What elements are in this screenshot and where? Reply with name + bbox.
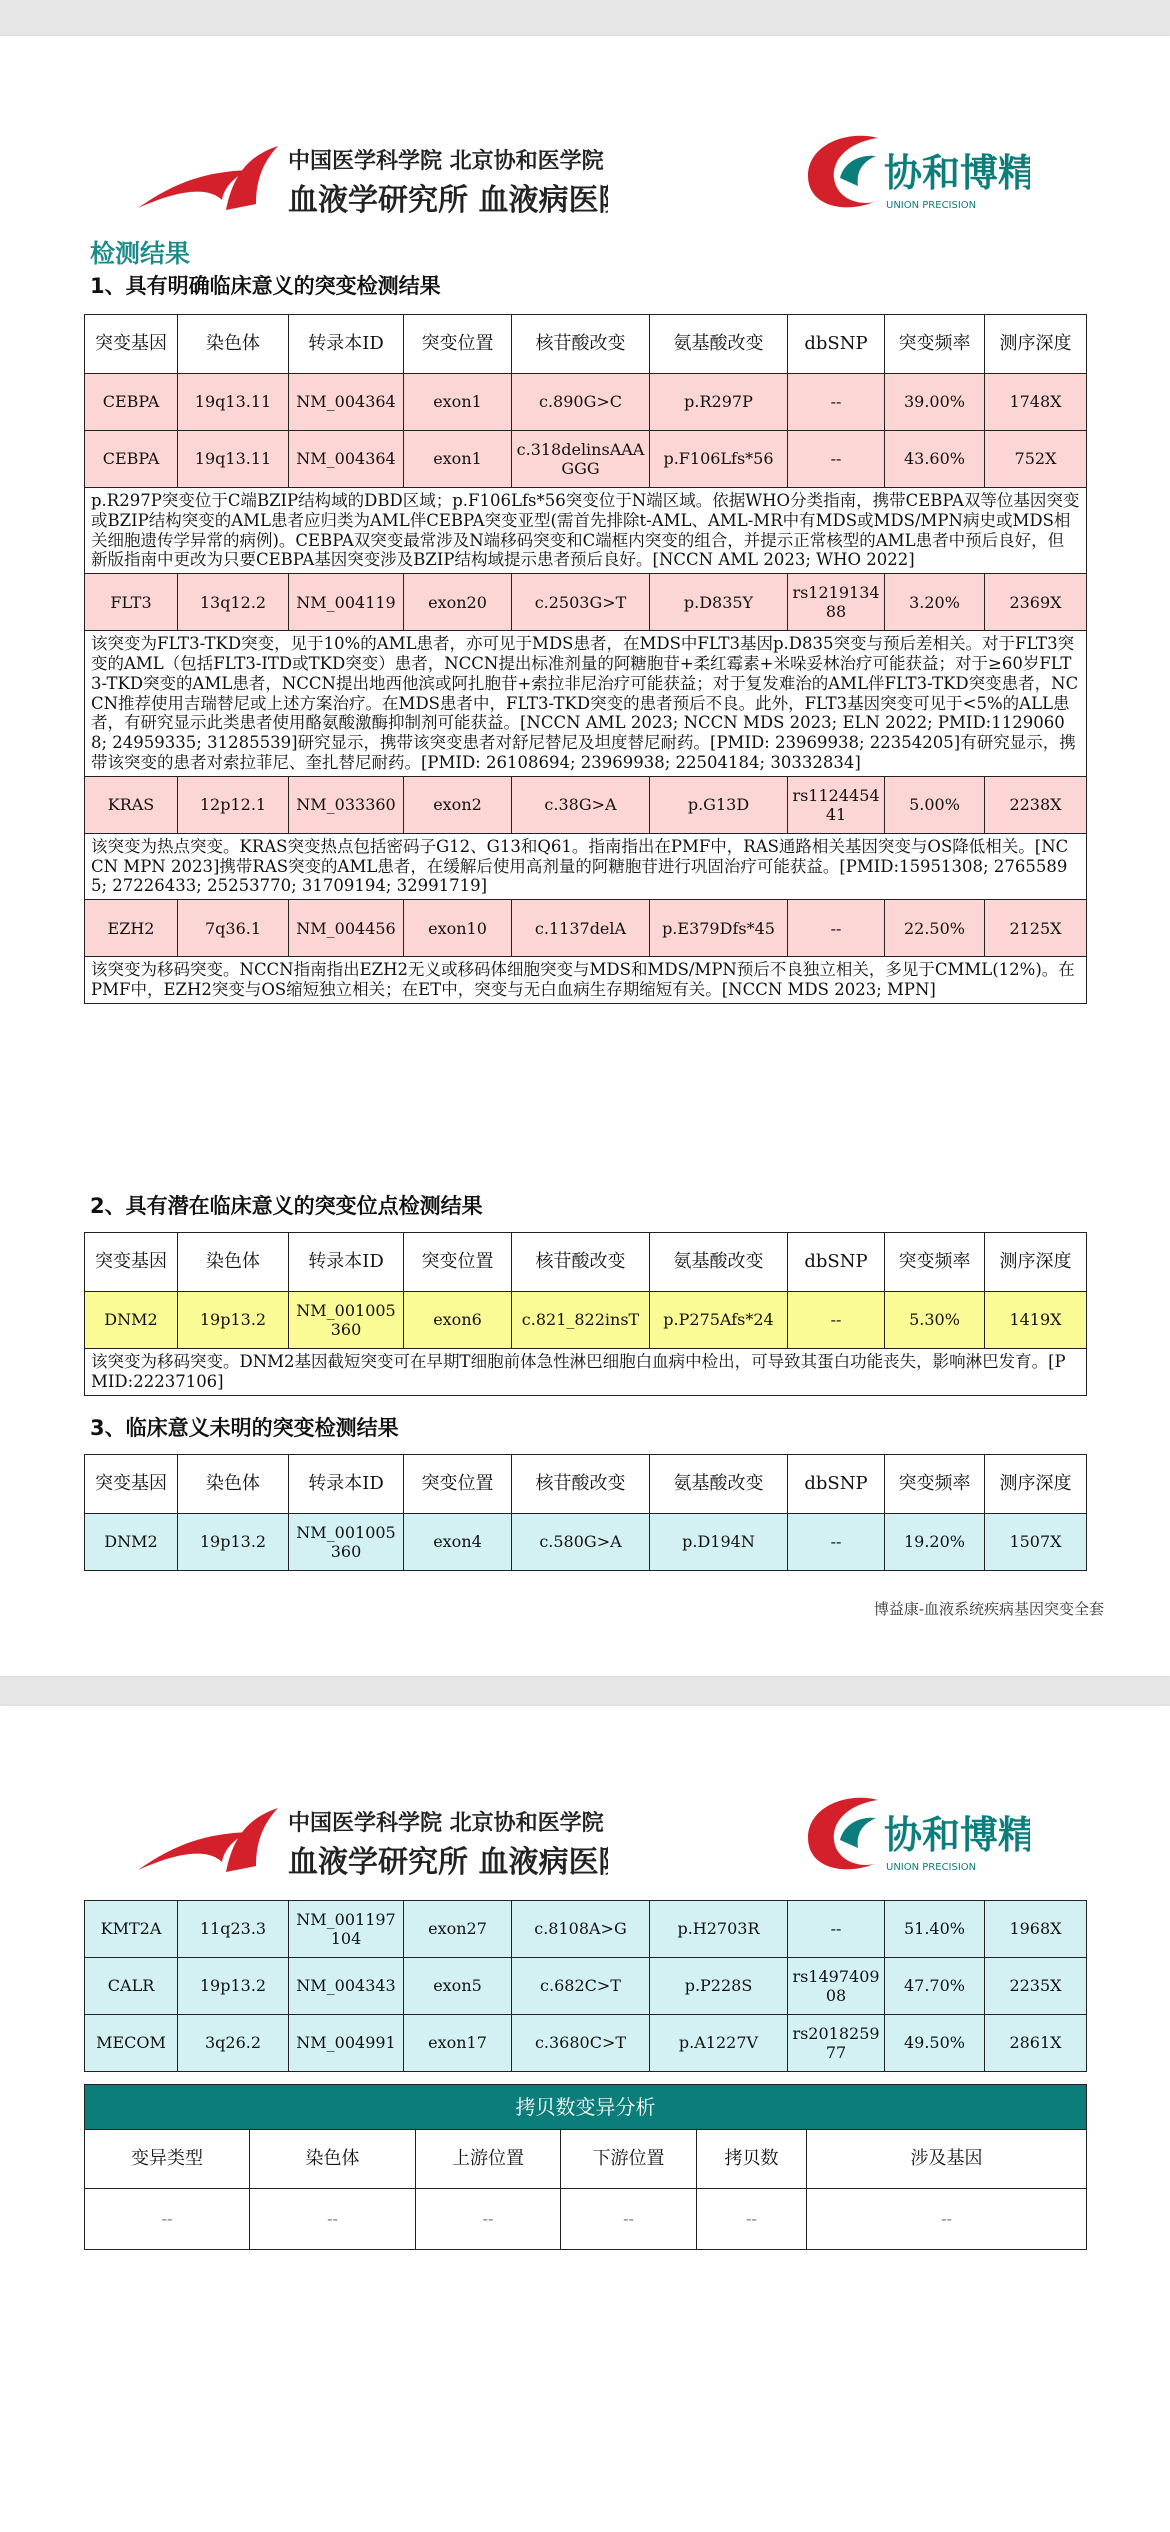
cell-gene: MECOM bbox=[85, 2015, 178, 2072]
cell-nucleotide: c.821_822insT bbox=[512, 1292, 650, 1349]
cell-chrom: 13q12.2 bbox=[178, 574, 289, 631]
table-header-row bbox=[85, 2130, 1087, 2189]
col-nucleotide: 核苷酸改变 bbox=[512, 1455, 650, 1514]
cell-freq: 22.50% bbox=[885, 900, 985, 957]
col-amino: 氨基酸改变 bbox=[650, 1455, 788, 1514]
cell-nucleotide: c.3680C>T bbox=[512, 2015, 650, 2072]
logo-brand-text: 协和博精 bbox=[884, 1812, 1030, 1857]
cell-dbsnp: -- bbox=[788, 1901, 885, 1958]
cell-downstream: -- bbox=[561, 2189, 697, 2250]
col-downstream: 下游位置 bbox=[561, 2130, 697, 2189]
col-dbsnp: dbSNP bbox=[788, 1233, 885, 1292]
cell-dbsnp: rs121913488 bbox=[788, 574, 885, 631]
cell-gene: CEBPA bbox=[85, 374, 178, 431]
col-transcript: 转录本ID bbox=[289, 315, 404, 374]
cell-freq: 39.00% bbox=[885, 374, 985, 431]
cell-depth: 2125X bbox=[985, 900, 1087, 957]
cell-gene: KRAS bbox=[85, 776, 178, 833]
table-row bbox=[85, 574, 1087, 631]
cell-chrom: 19p13.2 bbox=[178, 1514, 289, 1571]
col-nucleotide: 核苷酸改变 bbox=[512, 315, 650, 374]
cell-freq: 5.00% bbox=[885, 776, 985, 833]
cell-location: exon4 bbox=[404, 1514, 512, 1571]
cebpa-note: p.R297P突变位于C端BZIP结构域的DBD区域；p.F106Lfs*56突变位于N端区域。依据WHO分类指南，携带CEBPA双等位基因突变或BZIP结构突变的AML患者应归类为AML伴CEBPA突变亚型(需首先排除t-AML、AML-MR中有MDS或MDS/MPN病史或MDS相关细胞遗传学异常的病例)。CEBPA双突变最常涉及N端移码突变和C端框内突变的组合，并提示正常核型的AML患者中预后良好，但新版指南中更改为只要CEBPA基因突变涉及BZIP结构域提示患者预后良好。[NCCN AML 2023; WHO 2022] bbox=[85, 488, 1087, 574]
institute-swoosh-icon bbox=[138, 120, 608, 230]
cell-dbsnp: -- bbox=[788, 431, 885, 488]
col-gene: 突变基因 bbox=[85, 1233, 178, 1292]
col-chromosome: 染色体 bbox=[250, 2130, 416, 2189]
cell-amino: p.A1227V bbox=[650, 2015, 788, 2072]
cell-transcript: NM_001005360 bbox=[289, 1292, 404, 1349]
cell-location: exon1 bbox=[404, 374, 512, 431]
cell-amino: p.H2703R bbox=[650, 1901, 788, 1958]
logo-line2: 血液学研究所 血液病医院 bbox=[288, 183, 608, 218]
cell-nucleotide: c.1137delA bbox=[512, 900, 650, 957]
cell-amino: p.E379Dfs*45 bbox=[650, 900, 788, 957]
cell-depth: 2861X bbox=[985, 2015, 1087, 2072]
table-header-row bbox=[85, 1233, 1087, 1292]
cell-chrom: 19p13.2 bbox=[178, 1292, 289, 1349]
table-row bbox=[85, 431, 1087, 488]
table-row bbox=[85, 1958, 1087, 2015]
cell-gene: DNM2 bbox=[85, 1292, 178, 1349]
cell-chrom: 19p13.2 bbox=[178, 1958, 289, 2015]
cell-chrom: 11q23.3 bbox=[178, 1901, 289, 1958]
logo-line1: 中国医学科学院 北京协和医学院 bbox=[288, 1810, 604, 1836]
col-nucleotide: 核苷酸改变 bbox=[512, 1233, 650, 1292]
cell-nucleotide: c.318delinsAAAGGG bbox=[512, 431, 650, 488]
cell-location: exon1 bbox=[404, 431, 512, 488]
cell-transcript: NM_004119 bbox=[289, 574, 404, 631]
cnv-title: 拷贝数变异分析 bbox=[85, 2085, 1087, 2130]
cell-amino: p.P228S bbox=[650, 1958, 788, 2015]
col-freq: 突变频率 bbox=[885, 1233, 985, 1292]
col-gene: 突变基因 bbox=[85, 1455, 178, 1514]
col-depth: 测序深度 bbox=[985, 315, 1087, 374]
cell-chromosome: -- bbox=[250, 2189, 416, 2250]
cnv-table bbox=[84, 2084, 1087, 2250]
cell-depth: 1507X bbox=[985, 1514, 1087, 1571]
ezh2-note: 该突变为移码突变。NCCN指南指出EZH2无义或移码体细胞突变与MDS和MDS/MPN预后不良独立相关，多见于CMML(12%)。在PMF中，EZH2突变与OS缩短独立相关；在ET中，突变与无白血病生存期缩短有关。[NCCN MDS 2023; MPN] bbox=[85, 957, 1087, 1004]
cell-depth: 2369X bbox=[985, 574, 1087, 631]
cell-transcript: NM_004343 bbox=[289, 1958, 404, 2015]
cell-dbsnp: -- bbox=[788, 900, 885, 957]
cell-gene: CALR bbox=[85, 1958, 178, 2015]
cell-upstream: -- bbox=[416, 2189, 561, 2250]
cell-amino: p.D194N bbox=[650, 1514, 788, 1571]
note-row bbox=[85, 1349, 1087, 1396]
flt3-note: 该突变为FLT3-TKD突变，见于10%的AML患者，亦可见于MDS患者，在MDS中FLT3基因p.D835突变与预后差相关。对于FLT3突变的AML（包括FLT3-ITD或TKD突变）患者，NCCN提出标准剂量的阿糖胞苷+柔红霉素+米哚妥林治疗可能获益；对于≥60岁FLT3-TKD突变的AML患者，NCCN提出地西他滨或阿扎胞苷+索拉非尼治疗可能获益；对于复发难治的AML伴FLT3-TKD突变患者，NCCN推荐使用吉瑞替尼或上述方案治疗。在MDS患者中，FLT3-TKD突变的患者预后不良。此外，FLT3基因突变可见于<5%的ALL患者，有研究显示此类患者使用酪氨酸激酶抑制剂可能获益。[NCCN AML 2023; NCCN MDS 2023; ELN 2022; PMID:11290608; 24959335; 31285539]研究显示，携带该突变患者对舒尼替尼及坦度替尼耐药。[PMID: 23969938; 22354205]有研究显示，携带该突变的患者对索拉菲尼、奎扎替尼耐药。[PMID: 26108694; 23969938; 22504184; 30332834] bbox=[85, 631, 1087, 777]
cell-freq: 49.50% bbox=[885, 2015, 985, 2072]
table-row bbox=[85, 374, 1087, 431]
col-amino: 氨基酸改变 bbox=[650, 1233, 788, 1292]
col-transcript: 转录本ID bbox=[289, 1455, 404, 1514]
logo-brand-sub: UNION PRECISION bbox=[886, 1862, 977, 1873]
cell-freq: 47.70% bbox=[885, 1958, 985, 2015]
clinical-mutation-table bbox=[84, 314, 1087, 1004]
cell-depth: 2235X bbox=[985, 1958, 1087, 2015]
cell-copy-number: -- bbox=[697, 2189, 807, 2250]
unknown-significance-table bbox=[84, 1454, 1087, 1571]
note-row bbox=[85, 833, 1087, 899]
cell-dbsnp: -- bbox=[788, 1514, 885, 1571]
col-amino: 氨基酸改变 bbox=[650, 315, 788, 374]
cell-chrom: 19q13.11 bbox=[178, 431, 289, 488]
cell-freq: 3.20% bbox=[885, 574, 985, 631]
col-chrom: 染色体 bbox=[178, 315, 289, 374]
cell-location: exon5 bbox=[404, 1958, 512, 2015]
cell-depth: 1419X bbox=[985, 1292, 1087, 1349]
col-location: 突变位置 bbox=[404, 1455, 512, 1514]
kras-note: 该突变为热点突变。KRAS突变热点包括密码子G12、G13和Q61。指南指出在PMF中，RAS通路相关基因突变与OS降低相关。[NCCN MPN 2023]携带RAS突变的AML患者，在缓解后使用高剂量的阿糖胞苷进行巩固治疗可能获益。[PMID:15951308; 27655895; 27226433; 25253770; 31709194; 32991719] bbox=[85, 833, 1087, 899]
section-title: 检测结果 bbox=[90, 239, 191, 268]
col-chrom: 染色体 bbox=[178, 1455, 289, 1514]
col-depth: 测序深度 bbox=[985, 1233, 1087, 1292]
cell-nucleotide: c.580G>A bbox=[512, 1514, 650, 1571]
cell-transcript: NM_001197104 bbox=[289, 1901, 404, 1958]
cell-nucleotide: c.8108A>G bbox=[512, 1901, 650, 1958]
logo-brand-text: 协和博精 bbox=[884, 150, 1030, 195]
cell-chrom: 7q36.1 bbox=[178, 900, 289, 957]
cell-freq: 19.20% bbox=[885, 1514, 985, 1571]
col-copy-number: 拷贝数 bbox=[697, 2130, 807, 2189]
note-row bbox=[85, 957, 1087, 1004]
cell-nucleotide: c.2503G>T bbox=[512, 574, 650, 631]
cell-gene: FLT3 bbox=[85, 574, 178, 631]
cell-transcript: NM_004456 bbox=[289, 900, 404, 957]
cell-freq: 51.40% bbox=[885, 1901, 985, 1958]
note-row bbox=[85, 631, 1087, 777]
table-header-row bbox=[85, 1455, 1087, 1514]
col-upstream: 上游位置 bbox=[416, 2130, 561, 2189]
table-row bbox=[85, 1901, 1087, 1958]
cell-location: exon20 bbox=[404, 574, 512, 631]
col-variant-type: 变异类型 bbox=[85, 2130, 250, 2189]
table-row bbox=[85, 1514, 1087, 1571]
col-dbsnp: dbSNP bbox=[788, 315, 885, 374]
table-row bbox=[85, 776, 1087, 833]
cell-amino: p.P275Afs*24 bbox=[650, 1292, 788, 1349]
cell-chrom: 12p12.1 bbox=[178, 776, 289, 833]
cell-freq: 43.60% bbox=[885, 431, 985, 488]
cell-dbsnp: rs149740908 bbox=[788, 1958, 885, 2015]
cell-location: exon10 bbox=[404, 900, 512, 957]
dnm2-note: 该突变为移码突变。DNM2基因截短突变可在早期T细胞前体急性淋巴细胞白血病中检出，可导致其蛋白功能丧失，影响淋巴发育。[PMID:22237106] bbox=[85, 1349, 1087, 1396]
cell-amino: p.R297P bbox=[650, 374, 788, 431]
institute-swoosh-icon bbox=[138, 1782, 608, 1892]
cell-nucleotide: c.38G>A bbox=[512, 776, 650, 833]
cell-amino: p.F106Lfs*56 bbox=[650, 431, 788, 488]
union-precision-icon bbox=[800, 116, 1030, 226]
col-chrom: 染色体 bbox=[178, 1233, 289, 1292]
potential-mutation-table bbox=[84, 1232, 1087, 1396]
col-freq: 突变频率 bbox=[885, 315, 985, 374]
cell-dbsnp: -- bbox=[788, 1292, 885, 1349]
cell-transcript: NM_001005360 bbox=[289, 1514, 404, 1571]
col-transcript: 转录本ID bbox=[289, 1233, 404, 1292]
unknown-significance-table-cont bbox=[84, 1900, 1087, 2072]
section2-title: 2、具有潜在临床意义的突变位点检测结果 bbox=[90, 1194, 483, 1218]
cell-transcript: NM_033360 bbox=[289, 776, 404, 833]
cell-chrom: 19q13.11 bbox=[178, 374, 289, 431]
table-row bbox=[85, 900, 1087, 957]
cell-location: exon6 bbox=[404, 1292, 512, 1349]
cell-dbsnp: rs112445441 bbox=[788, 776, 885, 833]
cell-location: exon27 bbox=[404, 1901, 512, 1958]
page-footer: 博益康-血液系统疾病基因突变全套 bbox=[873, 1600, 1104, 1618]
cell-depth: 1968X bbox=[985, 1901, 1087, 1958]
cell-nucleotide: c.890G>C bbox=[512, 374, 650, 431]
col-location: 突变位置 bbox=[404, 1233, 512, 1292]
col-gene: 突变基因 bbox=[85, 315, 178, 374]
table-header-row bbox=[85, 315, 1087, 374]
note-row bbox=[85, 488, 1087, 574]
section3-title: 3、临床意义未明的突变检测结果 bbox=[90, 1416, 399, 1440]
union-precision-icon bbox=[800, 1778, 1030, 1888]
col-depth: 测序深度 bbox=[985, 1455, 1087, 1514]
table-row bbox=[85, 2015, 1087, 2072]
cell-amino: p.G13D bbox=[650, 776, 788, 833]
cell-dbsnp: rs201825977 bbox=[788, 2015, 885, 2072]
cnv-title-row bbox=[85, 2085, 1087, 2130]
section1-title: 1、具有明确临床意义的突变检测结果 bbox=[90, 274, 441, 298]
cell-genes: -- bbox=[807, 2189, 1087, 2250]
col-genes: 涉及基因 bbox=[807, 2130, 1087, 2189]
institute-logo bbox=[138, 120, 608, 230]
cell-chrom: 3q26.2 bbox=[178, 2015, 289, 2072]
cell-amino: p.D835Y bbox=[650, 574, 788, 631]
report-page-2 bbox=[0, 1706, 1170, 2532]
cell-transcript: NM_004364 bbox=[289, 431, 404, 488]
cell-location: exon17 bbox=[404, 2015, 512, 2072]
union-precision-logo bbox=[800, 1778, 1030, 1888]
cell-depth: 2238X bbox=[985, 776, 1087, 833]
cell-transcript: NM_004991 bbox=[289, 2015, 404, 2072]
institute-logo bbox=[138, 1782, 608, 1892]
logo-brand-sub: UNION PRECISION bbox=[886, 200, 977, 211]
cell-variant-type: -- bbox=[85, 2189, 250, 2250]
cell-dbsnp: -- bbox=[788, 374, 885, 431]
cell-transcript: NM_004364 bbox=[289, 374, 404, 431]
logo-line2: 血液学研究所 血液病医院 bbox=[288, 1845, 608, 1880]
cell-location: exon2 bbox=[404, 776, 512, 833]
table-row bbox=[85, 2189, 1087, 2250]
col-dbsnp: dbSNP bbox=[788, 1455, 885, 1514]
cell-gene: KMT2A bbox=[85, 1901, 178, 1958]
report-page-1 bbox=[0, 36, 1170, 1676]
cell-freq: 5.30% bbox=[885, 1292, 985, 1349]
col-location: 突变位置 bbox=[404, 315, 512, 374]
cell-depth: 752X bbox=[985, 431, 1087, 488]
cell-gene: EZH2 bbox=[85, 900, 178, 957]
logo-line1: 中国医学科学院 北京协和医学院 bbox=[288, 148, 604, 174]
union-precision-logo bbox=[800, 116, 1030, 226]
cell-gene: CEBPA bbox=[85, 431, 178, 488]
cell-gene: DNM2 bbox=[85, 1514, 178, 1571]
cell-nucleotide: c.682C>T bbox=[512, 1958, 650, 2015]
cell-depth: 1748X bbox=[985, 374, 1087, 431]
table-row bbox=[85, 1292, 1087, 1349]
col-freq: 突变频率 bbox=[885, 1455, 985, 1514]
